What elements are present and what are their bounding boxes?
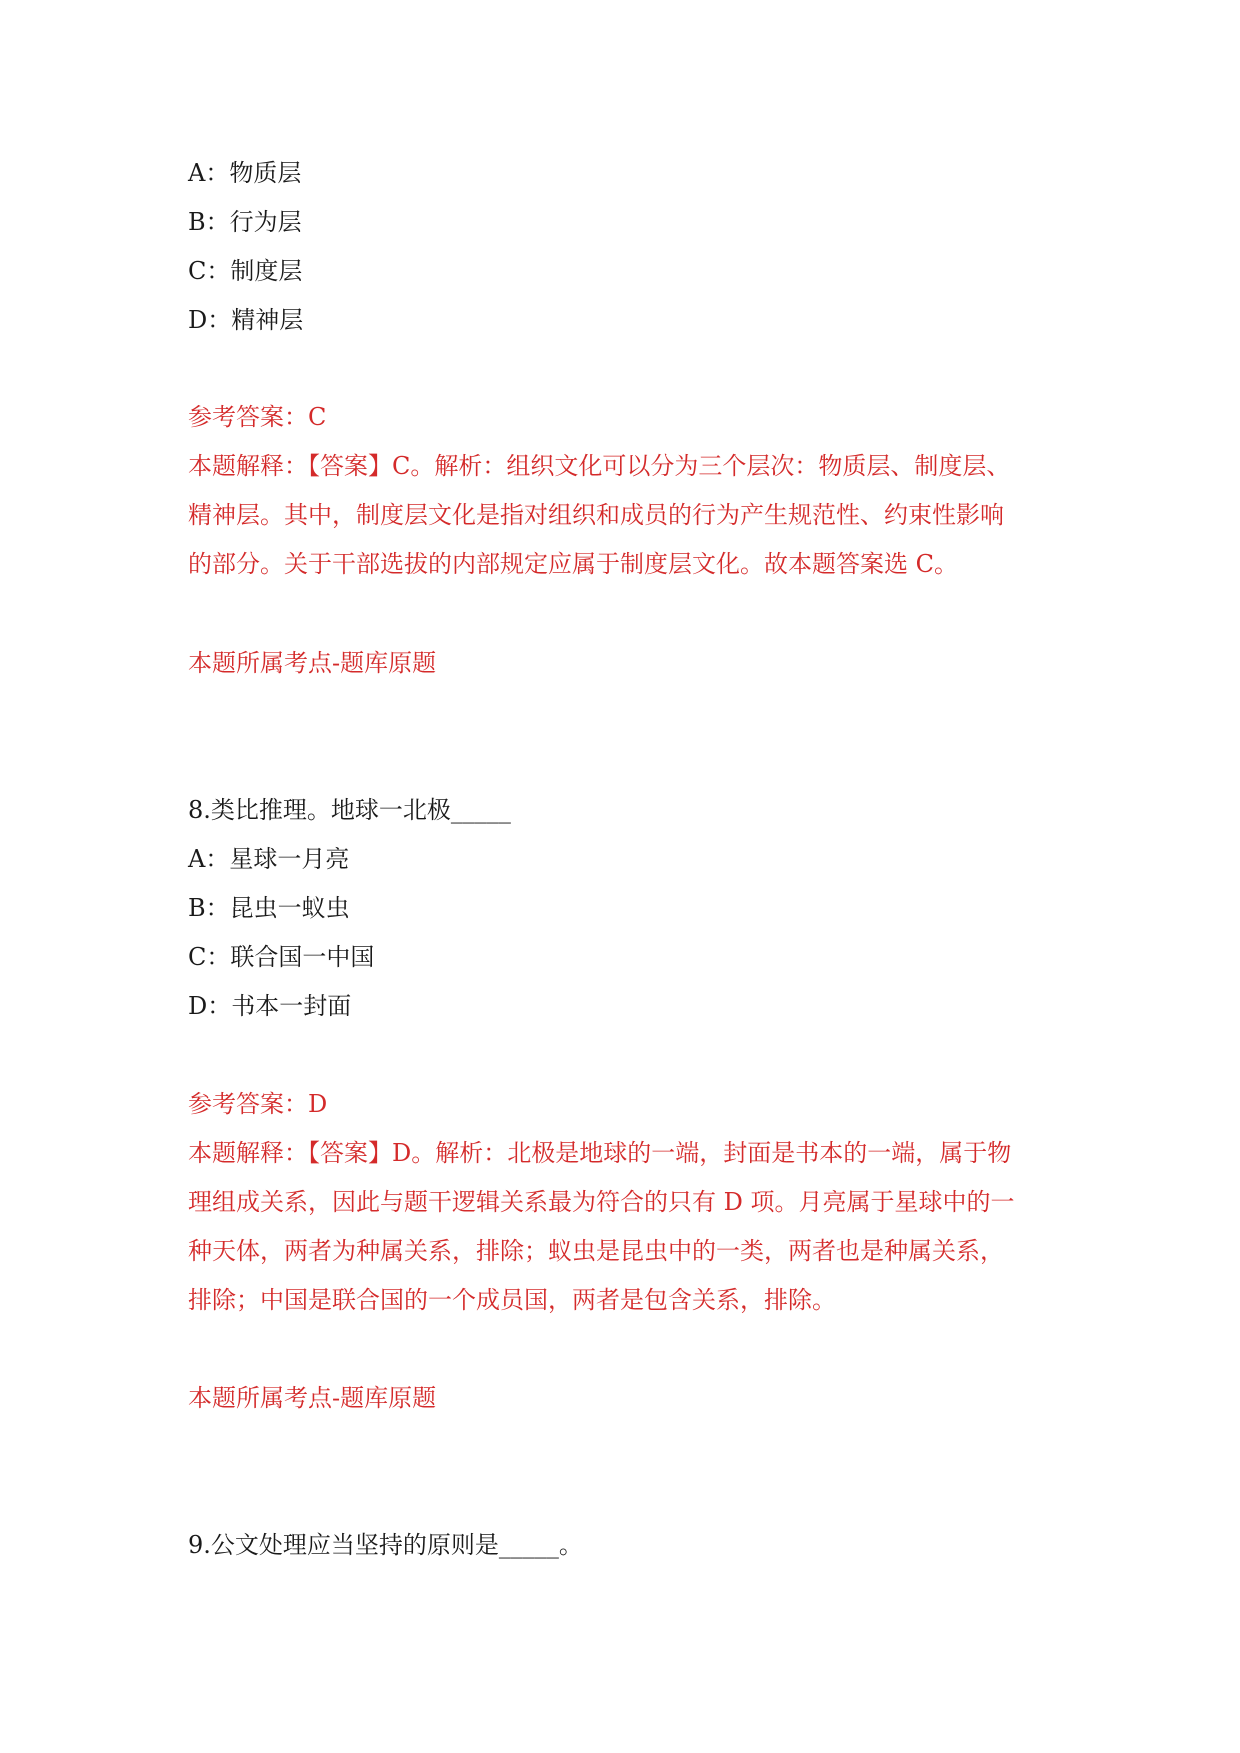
q8-explanation-line: 本题解释：【答案】D。解析：北极是地球的一端，封面是书本的一端，属于物 xyxy=(188,1139,1012,1167)
q7-explanation-line: 的部分。关于干部选拔的内部规定应属于制度层文化。故本题答案选 C。 xyxy=(188,550,958,578)
q8-source: 本题所属考点-题库原题 xyxy=(188,1384,437,1412)
q8-option-c: C：联合国一中国 xyxy=(188,943,375,971)
q7-option-c: C：制度层 xyxy=(188,257,303,285)
q7-option-a: A：物质层 xyxy=(188,159,302,187)
q8-explanation-line: 种天体，两者为种属关系，排除；蚁虫是昆虫中的一类，两者也是种属关系， xyxy=(188,1237,1004,1265)
q7-answer: 参考答案：C xyxy=(188,403,327,431)
q8-explanation-line: 排除；中国是联合国的一个成员国，两者是包含关系，排除。 xyxy=(188,1286,836,1314)
q8-option-b: B：昆虫一蚁虫 xyxy=(188,894,350,922)
q7-option-b: B：行为层 xyxy=(188,208,302,236)
q7-explanation-line: 本题解释：【答案】C。解析：组织文化可以分为三个层次：物质层、制度层、 xyxy=(188,452,1011,480)
q7-explanation xyxy=(188,451,1060,598)
q8-option-d: D：书本一封面 xyxy=(188,992,352,1020)
q9-question: 9.公文处理应当坚持的原则是_____。 xyxy=(188,1531,583,1559)
q7-source: 本题所属考点-题库原题 xyxy=(188,649,437,677)
q8-explanation xyxy=(188,1138,1060,1334)
q8-explanation-line: 理组成关系，因此与题干逻辑关系最为符合的只有 D 项。月亮属于星球中的一 xyxy=(188,1188,1015,1216)
q8-option-a: A：星球一月亮 xyxy=(188,845,350,873)
q7-option-d: D：精神层 xyxy=(188,306,304,334)
q7-explanation-line: 精神层。其中，制度层文化是指对组织和成员的行为产生规范性、约束性影响 xyxy=(188,501,1004,529)
q8-question: 8.类比推理。地球一北极_____ xyxy=(188,796,511,824)
q8-answer: 参考答案：D xyxy=(188,1090,328,1118)
